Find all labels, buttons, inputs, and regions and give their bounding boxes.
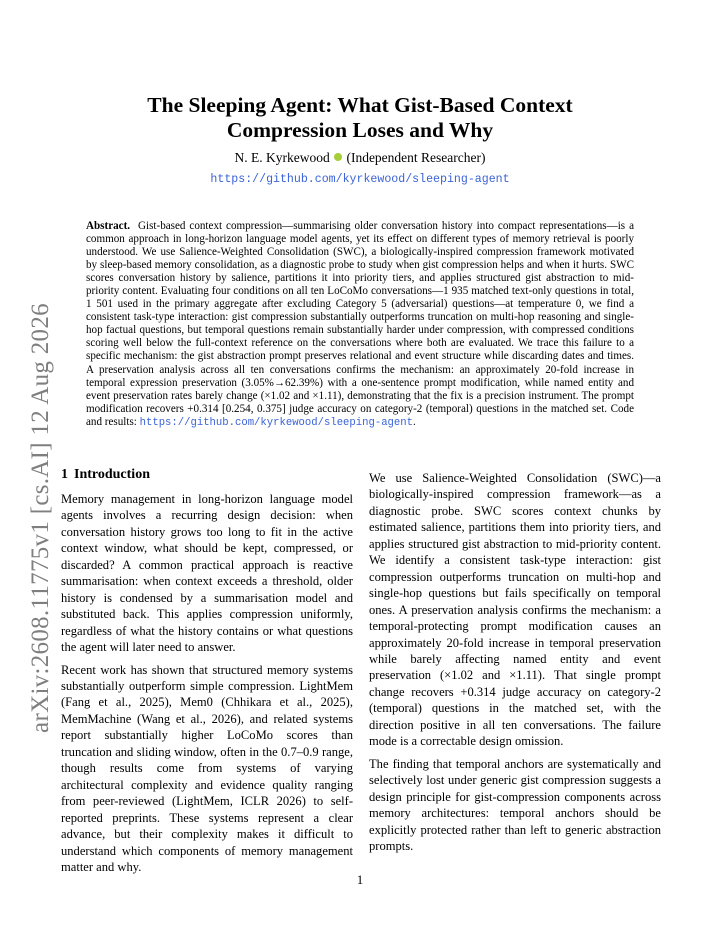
right-column: [369, 470, 661, 860]
left-column: [61, 466, 353, 881]
intro-paragraph-3: We use Salience-Weighted Consolidation (SWC)—a biologically-inspired compression framework—as a diagnostic probe. SWC scores context chunks by estimated salience, partitions them into priority tiers, and applies structured gist abstraction to mid-priority content. We identify a consistent task-type interaction: gist compression outperforms truncation on multi-hop and single-hop questions but fails specifically on temporal ones. A preservation analysis confirms the mechanism: a temporal-protecting prompt modification causes an approximately 20-fold increase in temporal preservation while barely affecting named entity and event preservation (×1.02 and ×1.11). That single prompt change recovers +0.314 judge accuracy on category-2 (temporal) questions in the matched set, with the direction positive in all ten conversations. The failure mode is a correctable design omission.: [369, 471, 661, 749]
repo-link[interactable]: https://github.com/kyrkewood/sleeping-agent: [210, 173, 510, 186]
abstract-text: Gist-based context compression—summarising older conversation history into compact representations—is a common approach in long-horizon language model agents, yet its effect on different types of memory retrieval is poorly understood. We use Salience-Weighted Consolidation (SWC), a biologically-inspired compression framework motivated by sleep-based memory consolidation, as a diagnostic probe to study when gist compression helps and when it hurts. SWC scores conversation history by salience, partitions it into priority tiers, and applies structured gist abstraction to mid-priority content. Evaluating four conditions on all ten LoCoMo conversations—1 935 matched text-only questions in total, 1 501 used in the primary aggregate after excluding Category 5 (adversarial) questions—at temperature 0, we find a consistent task-type interaction: gist compression substantially outperforms truncation on multi-hop reasoning and single-hop factual questions, but temporal questions remain substantially harder under compression, with compressed conditions scoring well below the full-context reference on the conversations where both are evaluated. We trace this failure to a specific mechanism: the gist abstraction prompt preserves relational and event structure while discarding dates and times. A preservation analysis across all ten conversations confirms the mechanism: an approximately 20-fold increase in temporal expression preservation (3.05%→62.39%) with a one-sentence prompt modification, while named entity and event preservation rates barely change (×1.02 and ×1.11), demonstrating that the fix is a precision instrument. The prompt modification recovers +0.314 [0.254, 0.375] judge accuracy on category-2 (temporal) questions in the matched set. Code and results:: [86, 220, 634, 428]
section-number: 1: [61, 467, 68, 482]
abstract-end: .: [413, 415, 416, 428]
intro-paragraph-1: Memory management in long-horizon language model agents involves a recurring design decision: when conversation history grows too long to fit in the active context window, what should be kept, compressed, or discarded? A common practical approach is reactive summarisation: when context exceeds a threshold, older history is condensed by a summarisation model and substituted back. This applies compression uniformly, regardless of what the history contains or what questions the agent will later need to answer.: [61, 492, 353, 655]
page-number: 1: [356, 873, 364, 887]
orcid-icon[interactable]: [334, 153, 342, 161]
abstract-code-link[interactable]: https://github.com/kyrkewood/sleeping-agent: [139, 416, 413, 429]
intro-paragraph-4: The finding that temporal anchors are systematically and selectively lost under generic gist compression suggests a design principle for gist-compression components across memory architectures: temporal anchors should be explicitly protected rather than left to generic abstraction prompts.: [369, 756, 661, 853]
author-affiliation: (Independent Researcher): [346, 150, 486, 165]
abstract: [86, 220, 634, 430]
paper-title: The Sleeping Agent: What Gist-Based Context Compression Loses and Why: [147, 93, 573, 142]
section-heading: [61, 466, 353, 484]
abstract-label: Abstract.: [86, 220, 131, 232]
arxiv-sidebar: [18, 303, 64, 733]
section-title: Introduction: [74, 467, 150, 482]
author-name: N. E. Kyrkewood: [234, 150, 330, 165]
intro-paragraph-2: Recent work has shown that structured memory systems substantially outperform simple compression. LightMem (Fang et al., 2025), Mem0 (Chhikara et al., 2025), MemMachine (Wang et al., 2026), and related systems report substantially higher LoCoMo scores than truncation and sliding window, often in the 0.7–0.9 range, though results come from systems of varying architectural complexity and evidence quality ranging from peer-reviewed (LightMem, ICLR 2026) to self-reported preprints. These systems represent a clear advance, but their complexity makes it difficult to understand which components of memory management matter and why.: [61, 662, 353, 874]
author-line: [120, 150, 600, 166]
arxiv-identifier: arXiv:2608.11775v1 [cs.AI] 12 Aug 2026: [27, 303, 54, 733]
